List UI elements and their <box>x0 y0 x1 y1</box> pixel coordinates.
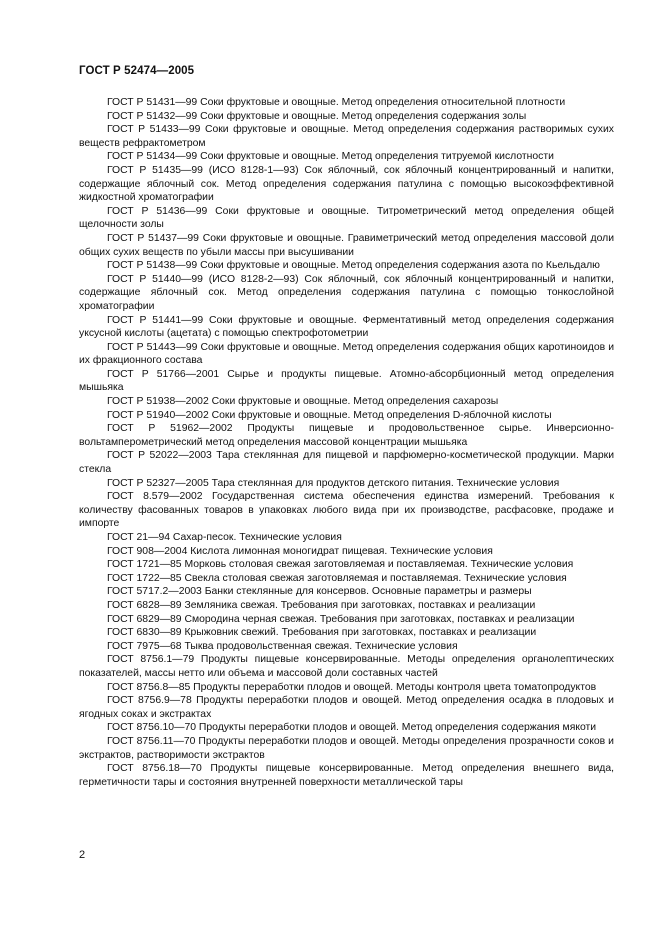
reference-item: ГОСТ 8.579—2002 Государственная система обеспечения единства измерений. Требования к количеству фасованных товаров в упаковках любого вида при их производстве, расфасовке, продаже и импорте <box>79 491 614 530</box>
reference-item: ГОСТ 8756.8—85 Продукты переработки плодов и овощей. Методы контроля цвета томатопродуктов <box>107 681 597 693</box>
reference-item: ГОСТ Р 51436—99 Соки фруктовые и овощные. Титрометрический метод определения общей щелочности золы <box>79 205 614 231</box>
reference-item: ГОСТ 7975—68 Тыква продовольственная свежая. Технические условия <box>107 640 458 652</box>
reference-item: ГОСТ 6830—89 Крыжовник свежий. Требования при заготовках, поставках и реализации <box>107 627 537 639</box>
reference-item: ГОСТ Р 51432—99 Соки фруктовые и овощные. Метод определения содержания золы <box>107 110 527 122</box>
reference-item: ГОСТ 8756.10—70 Продукты переработки плодов и овощей. Метод определения содержания мякоти <box>107 722 597 734</box>
reference-item: ГОСТ 8756.18—70 Продукты пищевые консервированные. Метод определения внешнего вида, герметичности тары и состояния внутренней поверхности металлической тары <box>79 763 614 788</box>
reference-item: ГОСТ Р 51443—99 Соки фруктовые и овощные. Метод определения содержания общих каротиноидов и их фракционного состава <box>79 341 614 367</box>
reference-item: ГОСТ Р 51431—99 Соки фруктовые и овощные. Метод определения относительной плотности <box>107 97 566 108</box>
reference-item: ГОСТ 6828—89 Земляника свежая. Требования при заготовках, поставках и реализации <box>107 599 536 611</box>
reference-item: ГОСТ Р 52022—2003 Тара стеклянная для пищевой и парфюмерно-косметической продукции. Марки стекла <box>79 450 614 476</box>
reference-item: ГОСТ Р 51940—2002 Соки фруктовые и овощные. Метод определения D-яблочной кислоты <box>107 409 552 421</box>
document-header: ГОСТ Р 52474—2005 <box>79 65 195 77</box>
reference-item: ГОСТ 908—2004 Кислота лимонная моногидрат пищевая. Технические условия <box>107 545 493 557</box>
reference-item: ГОСТ 5717.2—2003 Банки стеклянные для консервов. Основные параметры и размеры <box>107 586 532 598</box>
reference-item: ГОСТ Р 51435—99 (ИСО 8128-1—93) Сок яблочный, сок яблочный концентрированный и напитки, содержащие яблочный сок. Метод определения содержания патулина с помощью высокоэффективной жидкостной хроматографии <box>79 164 614 204</box>
reference-item: ГОСТ 1721—85 Морковь столовая свежая заготовляемая и поставляемая. Технические условия <box>107 559 574 571</box>
reference-item: ГОСТ Р 52327—2005 Тара стеклянная для продуктов детского питания. Технические условия <box>107 477 560 489</box>
reference-item: ГОСТ Р 51438—99 Соки фруктовые и овощные. Метод определения содержания азота по Кьельдалю <box>107 260 600 272</box>
reference-item: ГОСТ 8756.9—78 Продукты переработки плодов и овощей. Метод определения осадка в плодовых и ягодных соках и экстрактах <box>79 695 614 720</box>
reference-item: ГОСТ Р 51433—99 Соки фруктовые и овощные. Метод определения содержания растворимых сухих веществ рефрактометром <box>79 124 614 149</box>
reference-item: ГОСТ Р 51962—2002 Продукты пищевые и продовольственное сырье. Инверсионно-вольтамперометрический метод определения массовой концентрации мышьяка <box>79 423 614 448</box>
reference-item: ГОСТ 8756.11—70 Продукты переработки плодов и овощей. Методы определения прозрачности соков и экстрактов, растворимости экстрактов <box>79 735 614 761</box>
reference-item: ГОСТ 21—94 Сахар-песок. Технические условия <box>107 532 342 543</box>
reference-item: ГОСТ Р 51766—2001 Сырье и продукты пищевые. Атомно-абсорбционный метод определения мышьяка <box>79 368 614 394</box>
reference-item: ГОСТ Р 51440—99 (ИСО 8128-2—93) Сок яблочный, сок яблочный концентрированный и напитки, содержащие яблочный сок. Метод определения содержания патулина с помощью тонкослойной хроматографии <box>79 273 614 312</box>
reference-item: ГОСТ 8756.1—79 Продукты пищевые консервированные. Методы определения органолептических показателей, массы нетто или объема и массовой доли составных частей <box>79 654 614 679</box>
reference-item: ГОСТ Р 51434—99 Соки фруктовые и овощные. Метод определения титруемой кислотности <box>107 151 554 163</box>
reference-list <box>79 96 614 789</box>
page-number: 2 <box>79 849 86 861</box>
reference-item: ГОСТ Р 51441—99 Соки фруктовые и овощные. Ферментативный метод определения содержания уксусной кислоты (ацетата) с помощью спектрофотометрии <box>79 314 614 340</box>
reference-item: ГОСТ Р 51437—99 Соки фруктовые и овощные. Гравиметрический метод определения массовой доли общих сухих веществ по убыли массы при высушивании <box>79 232 614 258</box>
reference-item: ГОСТ Р 51938—2002 Соки фруктовые и овощные. Метод определения сахарозы <box>107 396 499 408</box>
reference-item: ГОСТ 6829—89 Смородина черная свежая. Требования при заготовках, поставках и реализации <box>107 613 575 625</box>
reference-item: ГОСТ 1722—85 Свекла столовая свежая заготовляемая и поставляемая. Технические условия <box>107 572 567 584</box>
